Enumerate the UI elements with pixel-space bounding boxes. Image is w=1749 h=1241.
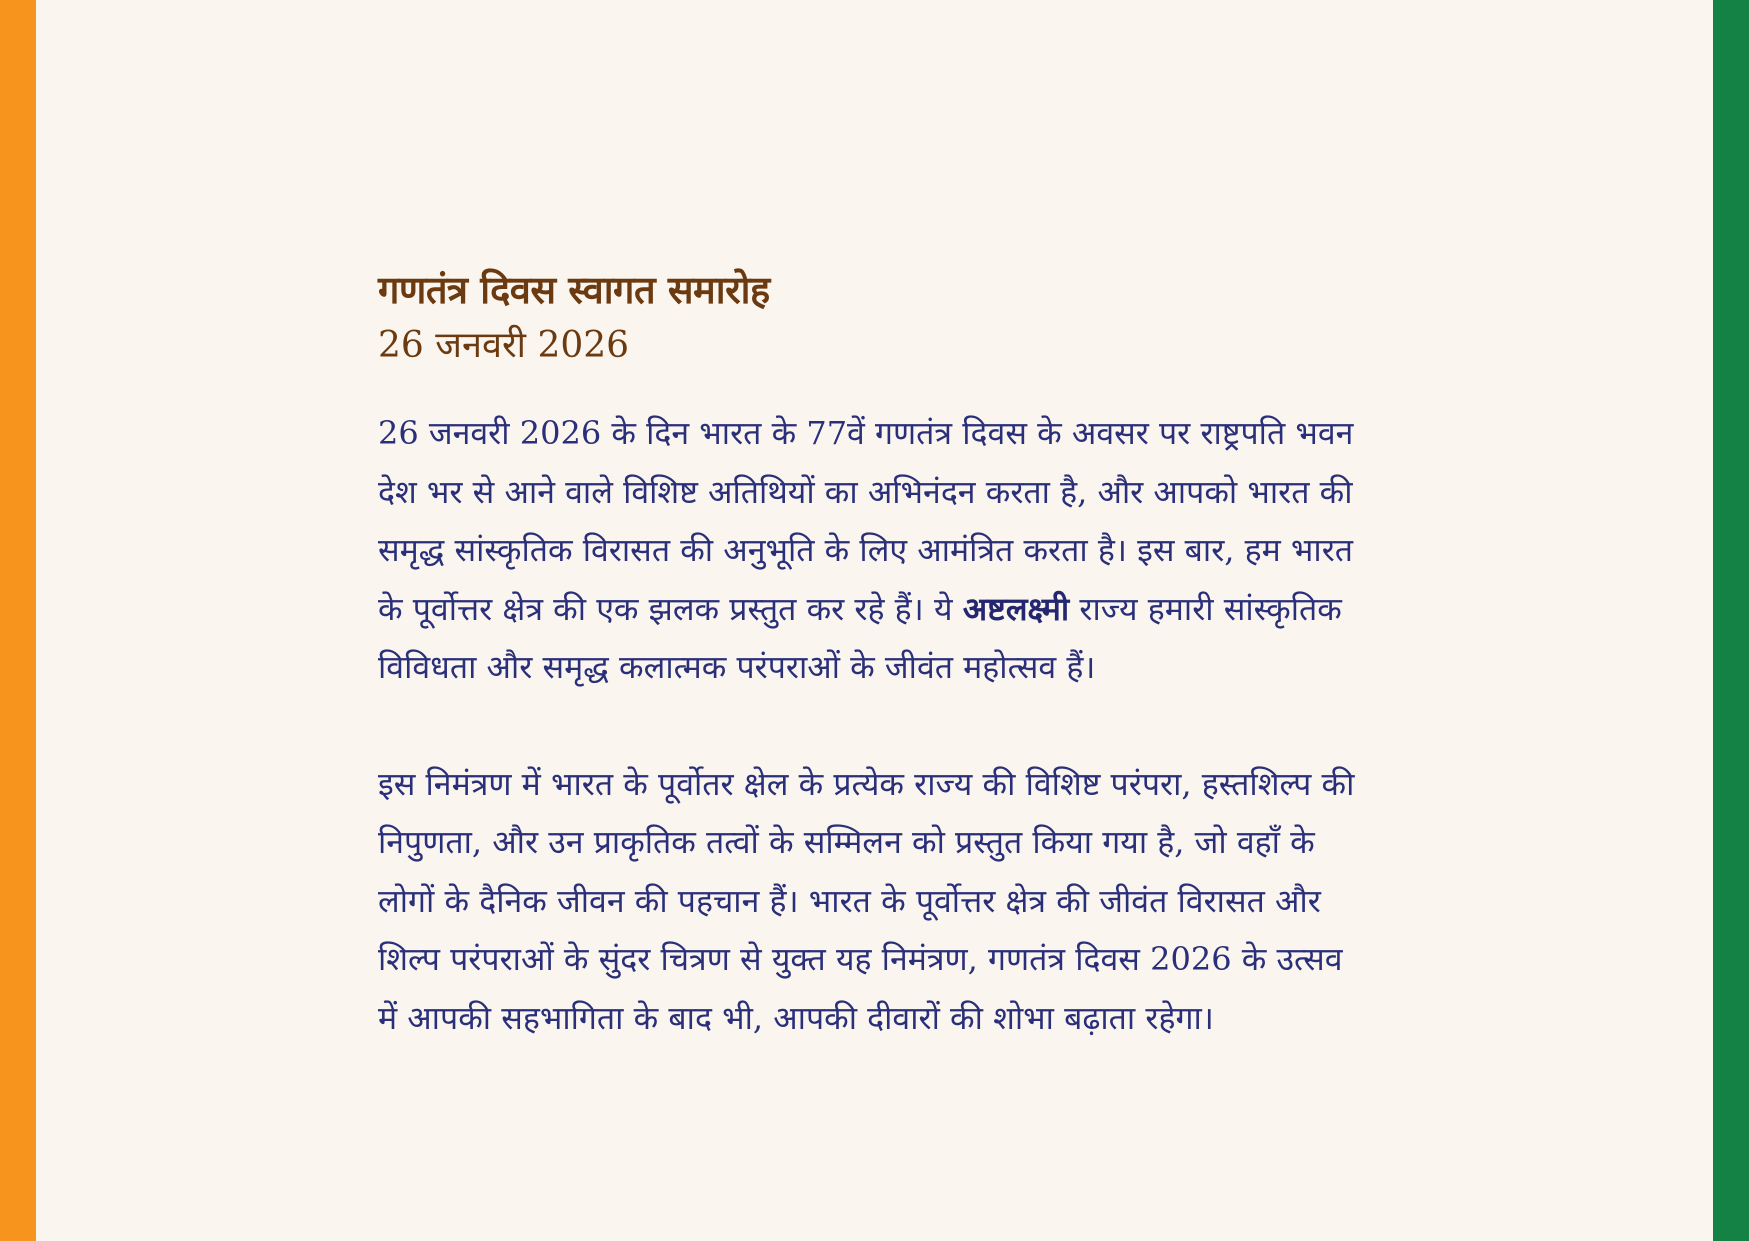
event-date: 26 जनवरी 2026 [378, 325, 630, 366]
intro-paragraph-text-end: राज्य हमारी सांस्कृतिक विविधता और समृद्ध कलात्मक परंपराओं के जीवंत महोत्सव हैं। [378, 589, 1342, 686]
invitation-content [378, 262, 1378, 1047]
green-border [1713, 0, 1749, 1241]
page-title: गणतंत्र दिवस स्वागत समारोह [378, 267, 770, 312]
intro-paragraph-text-start: 26 जनवरी 2026 के दिन भारत के 77वें गणतंत्र दिवस के अवसर पर राष्ट्रपति भवन देश भर से आने वाले विशिष्ट अतिथियों का अभिनंदन करता है, और आपको भारत की समृद्ध सांस्कृतिक विरासत की अनुभूति के लिए आमंत्रित करता है। इस बार, हम भारत के पूर्वोत्तर क्षेत्र की एक झलक प्रस्तुत कर रहे हैं। ये [378, 414, 1354, 628]
details-paragraph: इस निमंत्रण में भारत के पूर्वोतर क्षेल के प्रत्येक राज्य की विशिष्ट परंपरा, हस्तशिल्प की निपुणता, और उन प्राकृतिक तत्वों के सम्मिलन को प्रस्तुत किया गया है, जो वहाँ के लोगों के दैनिक जीवन की पहचान हैं। भारत के पूर्वोत्तर क्षेत्र की जीवंत विरासत और शिल्प परंपराओं के सुंदर चित्रण से युक्त यह निमंत्रण, गणतंत्र दिवस 2026 के उत्सव में आपकी सहभागिता के बाद भी, आपकी दीवारों की शोभा बढ़ाता रहेगा। [378, 764, 1355, 1037]
saffron-border [0, 0, 36, 1241]
intro-paragraph [378, 404, 1368, 697]
ashtalakshmi-emphasis: अष्टलक्ष्मी [962, 589, 1070, 628]
